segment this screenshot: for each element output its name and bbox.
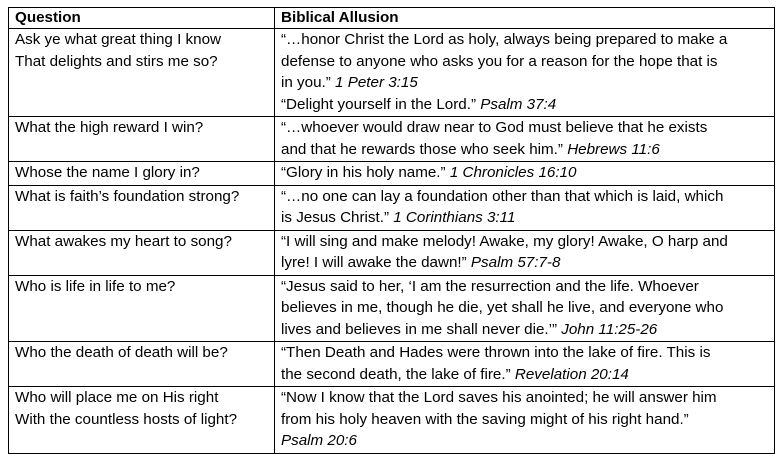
question-line: That delights and stirs me so? (15, 52, 218, 70)
quote-text: “Jesus said to her, ‘I am the resurrection and the life. Whoever (281, 277, 699, 295)
quote-text: “…whoever would draw near to God must believe that he exists (281, 119, 708, 136)
scripture-reference: 1 Peter 3:15 (335, 74, 418, 91)
allusion-line (281, 94, 770, 116)
scripture-reference: Hebrews 11:6 (567, 140, 660, 158)
quote-text: “Delight yourself in the Lord.” (281, 95, 481, 113)
quote-text: and that he rewards those who seek him.” (281, 140, 568, 158)
allusion-table (8, 7, 775, 454)
quote-text: defense to anyone who asks you for a reason for the hope that is (281, 52, 718, 70)
table-row (9, 230, 775, 275)
allusion-line (281, 297, 770, 319)
table-row (9, 185, 775, 230)
quote-text: “Then Death and Hades were thrown into the lake of fire. This is (281, 344, 711, 361)
scripture-reference: Psalm 20:6 (281, 432, 357, 449)
allusion-line (281, 117, 770, 139)
scripture-reference: 1 Chronicles 16:10 (449, 164, 577, 181)
question-cell (9, 185, 275, 230)
allusion-cell (275, 275, 775, 342)
scripture-reference: 1 Corinthians 3:11 (393, 209, 516, 226)
header-question: Question (9, 8, 275, 29)
quote-text: “…honor Christ the Lord as holy, always being prepared to make a (281, 31, 728, 48)
table-row (9, 275, 775, 342)
allusion-line (281, 276, 770, 298)
scripture-reference: Psalm 37:4 (480, 95, 557, 113)
quote-text: from his holy heaven with the saving might of his right hand.” (281, 410, 689, 428)
table-row (9, 29, 775, 117)
question-line: Whose the name I glory in? (15, 164, 200, 181)
scripture-reference: John 11:25-26 (561, 320, 658, 338)
allusion-line (281, 387, 770, 409)
header-biblical-allusion: Biblical Allusion (275, 8, 775, 29)
question-line: Who will place me on His right (15, 389, 219, 406)
allusion-line (281, 29, 770, 51)
allusion-cell (275, 29, 775, 117)
scripture-reference: Revelation 20:14 (514, 365, 629, 383)
question-cell (9, 387, 275, 454)
question-cell (9, 117, 275, 162)
question-cell (9, 275, 275, 342)
question-line: Who the death of death will be? (15, 344, 228, 361)
table-body (9, 29, 775, 454)
table-row (9, 162, 775, 186)
quote-text: “Glory in his holy name.” (281, 164, 450, 181)
allusion-cell (275, 185, 775, 230)
allusion-line (281, 252, 770, 274)
allusion-line (281, 72, 770, 94)
question-cell (9, 230, 275, 275)
scripture-reference: Psalm 57:7-8 (470, 254, 561, 271)
table-row (9, 342, 775, 387)
quote-text: believes in me, though he die, yet shall he live, and everyone who (281, 299, 724, 316)
allusion-line (281, 342, 770, 364)
allusion-line (281, 364, 770, 386)
allusion-line (281, 319, 770, 341)
quote-text: lyre! I will awake the dawn!” (281, 254, 471, 271)
question-line: Who is life in life to me? (15, 277, 176, 295)
quote-text: “I will sing and make melody! Awake, my glory! Awake, O harp and (281, 232, 728, 250)
allusion-line (281, 162, 770, 184)
quote-text: “…no one can lay a foundation other than that which is laid, which (281, 187, 724, 205)
table-row (9, 117, 775, 162)
question-line: What the high reward I win? (15, 119, 204, 136)
question-cell (9, 162, 275, 186)
allusion-line (281, 51, 770, 73)
allusion-cell (275, 387, 775, 454)
allusion-line (281, 430, 770, 452)
question-cell (9, 342, 275, 387)
allusion-line (281, 139, 770, 161)
question-line: What awakes my heart to song? (15, 232, 232, 250)
quote-text: “Now I know that the Lord saves his anointed; he will answer him (281, 389, 717, 406)
allusion-line (281, 207, 770, 229)
quote-text: lives and believes in me shall never die.’” (281, 320, 562, 338)
header-row (9, 8, 775, 29)
allusion-cell (275, 117, 775, 162)
question-line: With the countless hosts of light? (15, 410, 238, 428)
allusion-cell (275, 342, 775, 387)
allusion-cell (275, 162, 775, 186)
allusion-line (281, 409, 770, 431)
allusion-cell (275, 230, 775, 275)
question-line: Ask ye what great thing I know (15, 31, 221, 48)
allusion-line (281, 231, 770, 253)
quote-text: is Jesus Christ.” (281, 209, 394, 226)
quote-text: the second death, the lake of fire.” (281, 365, 515, 383)
quote-text: in you.” (281, 74, 336, 91)
allusion-line (281, 186, 770, 208)
question-cell (9, 29, 275, 117)
question-line: What is faith’s foundation strong? (15, 187, 240, 205)
table-row (9, 387, 775, 454)
